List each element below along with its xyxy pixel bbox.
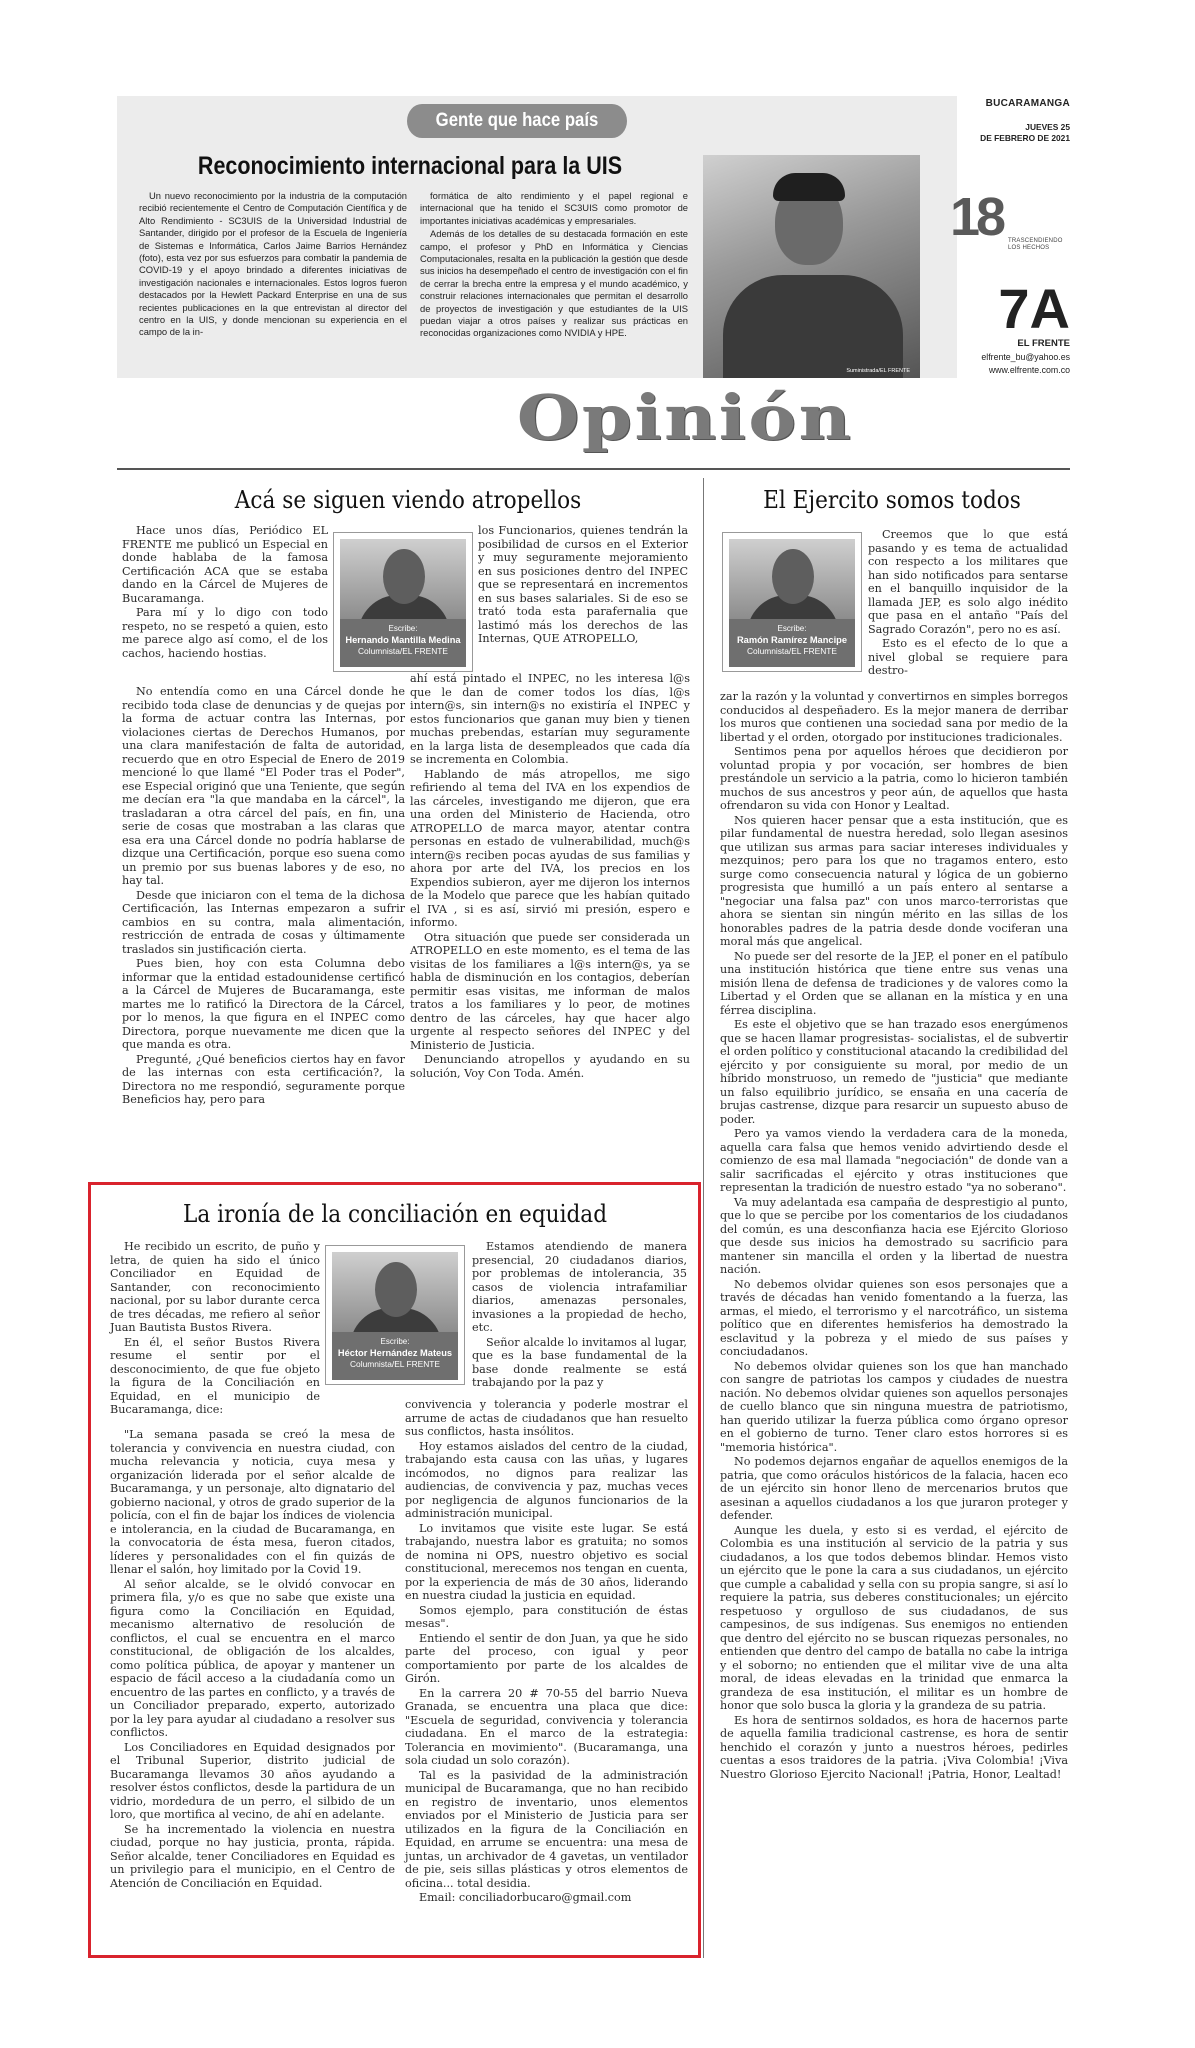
paper-name: EL FRENTE bbox=[1017, 338, 1070, 349]
divider bbox=[117, 468, 1070, 470]
top-story-col1: Un nuevo reconocimiento por la industria de la computación recibió recientemente el Centro de Computación Científica y de Alto Rendimiento - SC3UIS de la Universidad Industrial de Santander, dirigido por el profesor de la Escuela de Ingeniería de Sistemas e Informática, Carlos Jaime Barrios Hernández (foto), esta vez por sus esfuerzos para combatir la pandemia de COVID-19 y el apoyo brindado a diferentes iniciativas de investigación nacionales e internacionales. Estos logros fueron destacados por la Hewlett Packard Enterprise en una de sus recientes publicaciones en la que entrevistan al director del centro en la UIS, y donde mencionan su experiencia en el campo de la in- bbox=[139, 190, 407, 338]
author-photo bbox=[340, 539, 466, 619]
top-story-photo bbox=[703, 155, 920, 378]
article1-col1-top: Hace unos días, Periódico EL FRENTE me publicó un Especial en donde hablaba de la famosa Certificación ACA que se estaba dando en la Cárcel de Mujeres de Bucaramanga. Para mí y lo digo con todo respeto, no se respetó a quien, esto me parece algo así como, el de los cachos, haciendo hostias. bbox=[122, 524, 328, 660]
author-name: Héctor Hernández Mateus bbox=[337, 1348, 453, 1358]
article3-col2: convivencia y tolerancia y poderle mostrar el arrume de actas de ciudadanos que han resuelto sus conflictos, hasta insólitos. Hoy estamos aislados del centro de la ciudad, trabajando esta causa con las uñas, y lugares incómodos, no dignos para realizar las audiencias, de convivencia y paz, muchas veces por negligencia de algunos funcionarios de la administración municipal. Lo invitamos que visite este lugar. Se está trabajando, nuestra labor es gratuita; no somos de nomina ni OPS, nuestro objetivo es social constitucional, merecemos nos tengan en cuenta, por la experiencia de más de 30 años, liderando en nuestra ciudad la justicia en equidad. Somos ejemplo, para constitución de éstas mesas". Entiendo el sentir de don Juan, ya que he sido parte del proceso, con igual y peor comportamiento por parte de los alcaldes de Girón. En la carrera 20 # 70-55 del barrio Nueva Granada, se encuentra una placa que dice: "Escuela de seguridad, convivencia y tolerancia ciudadana. En el marco de la estrategia: Tolerancia en movimiento". (Bucaramanga, una sola ciudad un solo corazón). Tal es la pasividad de la administración municipal de Bucaramanga, que no han recibido en registro de inventario, unos elementos enviados por el Ministerio de Justicia para ser utilizados en la figura de la Conciliación en Equidad, en arrume se encuentra: una mesa de juntas, un archivador de 4 gavetas, un ventilador de pie, seis sillas plásticas y otros elementos de oficina... total desidia. Email: conciliadorbucaro@gmail.com bbox=[405, 1398, 688, 1904]
article3-title: La ironía de la conciliación en equidad bbox=[182, 1200, 608, 1228]
author-photo bbox=[729, 539, 855, 619]
article1-col2-top: los Funcionarios, quienes tendrán la posibilidad de cursos en el Exterior y muy seguramente mejoramiento en sus posiciones dentro del INPEC que se representará en incrementos en sus bases salariales. Si de eso se trató toda esta parafernalia que lastimó más los derechos de las Internas, QUE ATROPELLO, bbox=[478, 524, 688, 645]
top-story-title: Reconocimiento internacional para la UIS bbox=[197, 152, 623, 180]
contact-email: elfrente_bu@yahoo.es bbox=[981, 352, 1070, 362]
article3-col1-top: He recibido un escrito, de puño y letra, de quien ha sido el único Conciliador en Equidad de Santander, con reconocimiento nacional, por su labor durante cerca de tres décadas, me refiero al señor Juan Bautista Bustos Rivera. En él, el señor Bustos Rivera resume el sentir por el desconocimiento, de que fue objeto la figura de la Conciliación en Equidad, en el municipio de Bucaramanga, dice: bbox=[110, 1240, 320, 1416]
page-number: 7A bbox=[998, 277, 1070, 340]
anniversary-logo: 18 TRASCENDIENDO LOS HECHOS bbox=[950, 187, 1063, 251]
author-name: Ramón Ramírez Mancipe bbox=[736, 635, 848, 645]
article2-title: El Ejercito somos todos bbox=[763, 486, 1021, 514]
section-pill: Gente que hace país bbox=[407, 104, 627, 138]
article1-author-box: Escribe: Hernando Mantilla Medina Columnista/EL FRENTE bbox=[333, 532, 473, 672]
article3-col2-top: Estamos atendiendo de manera presencial, 20 ciudadanos diarios, por problemas de intolerancia, 35 casos de violencia intrafamiliar diarios, amenazas personales, invasiones a la propiedad de hecho, etc. Señor alcalde lo invitamos al lugar, que es la base fundamental de la base donde realmente se está trabajando por la paz y bbox=[472, 1240, 687, 1389]
city-label: BUCARAMANGA bbox=[985, 98, 1070, 109]
date-label: JUEVES 25 DE FEBRERO DE 2021 bbox=[980, 122, 1070, 143]
article1-title: Acá se siguen viendo atropellos bbox=[234, 486, 582, 514]
article3-col1: "La semana pasada se creó la mesa de tolerancia y convivencia en nuestra ciudad, con mucha relevancia y noticia, cuya mesa y organización liderada por el señor alcalde de Bucaramanga, y un personaje, alto dignatario del gobierno nacional, y otros de grado superior de la policía, con el fin de bajar los índices de violencia e intolerancia, en la ciudad de Bucaramanga, en la convocatoria de ésta mesa, fueron citados, líderes y personalidades con el fin quizás de llenar el salón, hoy limitado por la Covid 19. Al señor alcalde, se le olvidó convocar en primera fila, y/o es que no sabe que existe una figura como la Conciliación en Equidad, mecanismo alternativo de resolución de conflictos, el cual se encuentra en el marco constitucional, de obligación de los alcaldes, como política pública, de apoyar y mantener un espacio de fácil acceso a la ciudadanía como un encuentro de las partes en conflicto, y a través de un Conciliador preparado, experto, autorizado por la ley para ayudar al ciudadano a resolver sus conflictos. Los Conciliadores en Equidad designados por el Tribunal Superior, distrito judicial de Bucaramanga llevamos 30 años ayudando a resolver éstos conflictos, desde la partidura de un vidrio, mordedura de un perro, el silbido de un loro, que mortifica al vecino, de ahí en adelante. Se ha incrementado la violencia en nuestra ciudad, porque no hay justicia, pronta, rápida. Señor alcalde, tener Conciliadores en Equidad es un privilegio para el municipio, en el Centro de Atención de Conciliación en Equidad. bbox=[110, 1428, 395, 1890]
article1-col1: No entendía como en una Cárcel donde he recibido toda clase de denuncias y de quejas por la forma de actuar contra las Internas, por violaciones ciertas de Derechos Humanos, por una clara manifestación de falta de autoridad, recuerdo que en otro Especial de Enero de 2019 mencioné lo que llamé "El Poder tras el Poder", ese Especial originó que una Teniente, que según me decían era "la que mandaba en la cárcel", la trasladaran a otra cárcel del país, en fin, una serie de cosas que mostraban a las claras que esa era una Cárcel donde no podría hablarse de dizque una Certificación, porque eso suena como un premio por sus buenas labores y de eso, no hay tal. Desde que iniciaron con el tema de la dichosa Certificación, las Internas empezaron a sufrir cambios en su contra, mala alimentación, restricción de entrada de cosas y últimamente traslados sin justificación cierta. Pues bien, hoy con esta Columna debo informar que la entidad estadounidense certificó a la Cárcel de Mujeres de Bucaramanga, este martes me lo ratificó la Directora de la Cárcel, por lo menos, la que figura en el INPEC como Directora, porque nuevamente me dicen que la que manda es otra. Pregunté, ¿Qué beneficios ciertos hay en favor de las internas con esta certificación?, la Directora no me respondió, seguramente porque Beneficios hay, pero para bbox=[122, 685, 405, 1106]
author-photo bbox=[332, 1252, 458, 1332]
top-story-col2: formática de alto rendimiento y el papel regional e internacional que ha tenido el SC3UIS como promotor de importantes iniciativas académicas y empresariales. Además de los detalles de su destacada formación en este campo, el profesor y PhD en Informática y Ciencias Computacionales, resalta en la publicación la gestión que desde sus inicios ha desempeñado el centro de investigación con el fin de cerrar la brecha entre la empresa y el mundo académico, y construir relaciones internacionales que permitan el desarrollo de proyectos de investigación y que estudiantes de la UIS puedan viajar a otros países y realizar sus prácticas en reconocidas organizaciones como NVIDIA y HPE. bbox=[420, 190, 688, 339]
section-title: Opinión bbox=[516, 381, 854, 454]
article1-col2: ahí está pintado el INPEC, no les interesa l@s que le dan de comer todos los días, l@s intern@s, sin intern@s no existiría el INPEC y estos funcionarios que ganan muy bien y tienen muchas prebendas, estarían muy seguramente en la larga lista de desempleados que cada día se incrementa en Colombia. Hablando de más atropellos, me sigo refiriendo al tema del IVA en los expendios de las cárceles, investigando me dijeron, que era una orden del Ministerio de Hacienda, otro ATROPELLO de marca mayor, atentar contra personas en estado de vulnerabilidad, much@s intern@s reciben pocas ayudas de sus familias y ahora por arte del IVA, los precios en los Expendios subieron, ayer me dijeron los internos de la Modelo que parece que les habían quitado el IVA , si es así, sirvió mi presión, espero e informo. Otra situación que puede ser considerada un ATROPELLO en este momento, es el tema de las visitas de los familiares a l@s intern@s, ya se habla de disminución en los contagios, deberían permitir esas visitas, me informan de malos tratos a los familiares y lo peor, de motines dentro de las cárceles, hay que hacer algo urgente al respecto señores del INPEC y del Ministerio de Justicia. Denunciando atropellos y ayudando en su solución, Voy Con Toda. Amén. bbox=[410, 672, 690, 1080]
column-divider bbox=[703, 478, 704, 1958]
author-email: Email: conciliadorbucaro@gmail.com bbox=[419, 1891, 632, 1904]
article2-intro: Creemos que lo que está pasando y es tema de actualidad con respecto a los militares que han sido notificados para sentarse en el banquillo inquisidor de la llamada JEP, es solo algo inédito que pasa en el antaño "País del Sagrado Corazón", pero no es así. Esto es el efecto de lo que a nivel global se requiere para destro- bbox=[868, 528, 1068, 677]
article2-body: zar la razón y la voluntad y convertirnos en simples borregos conducidos al despeñadero. Es la mejor manera de derribar los muros que contienen una sociedad sana por medio de la libertad y el orden, otorgado por instituciones tradicionales. Sentimos pena por aquellos héroes que decidieron por voluntad propia y por vocación, ser hombres de bien prestándole un servicio a la patria, como lo hicieron también muchos de sus ancestros y peor aún, de aquellos que hasta ofrendaron su vida con Honor y Lealtad. Nos quieren hacer pensar que a esta institución, que es pilar fundamental de nuestra heredad, solo llegan asesinos que utilizan sus armas para saciar intereses individuales y mezquinos; pero para los que no tragamos entero, esto surge como consecuencia natural y lógica de un gobierno progresista que humilló a un país entero al sentarse a "negociar una falsa paz" con unos marco-terroristas que ahora se sientan sin ningún mérito en las sillas de los honorables padres de la patria desde donde vociferan una moral más que angelical. No puede ser del resorte de la JEP, el poner en el patíbulo una institución histórica que tiene entre sus venas una misión llena de defensa de tradiciones y de valores como la Libertad y el Orden que se allanan en la mística y en una férrea disciplina. Es este el objetivo que se han trazado esos energúmenos que se hacen llamar progresistas- socialistas, el de subvertir el orden político y constitucional atacando la credibilidad del ejército y por consiguiente su moral, por medio de un híbrido monstruoso, un remedo de "justicia" que mediante un falso equilibrio jurídico, se ensaña en una cacería de brujas castrense, dizque para resarcir un supuesto abuso de poder. Pero ya vamos viendo la verdadera cara de la moneda, aquella cara falsa que hemos venido advirtiendo desde el comienzo de esa mal llamada "negociación" de donde van a salir sacrificadas el ejército y otras instituciones que representan la tradición de nuestro estado "ya no soberano". Va muy adelantada esa campaña de desprestigio al punto, que lo que se percibe por los comentarios de los ciudadanos del común, es una desconfianza hacia ese Ejército Glorioso que desde sus inicios ha demostrado su sacrificio para mantener sin mancilla el orden y la libertad de nuestra nación. No debemos olvidar quienes son esos personajes que a través de décadas han venido fomentando a la fuerza, las armas, el miedo, el terrorismo y el narcotráfico, un sistema político que en diferentes hemisferios ha demostrado la esclavitud y la pobreza y el miedo de sus países y conciudadanos. No debemos olvidar quienes son los que han manchado con sangre de patriotas los campos y ciudades de nuestra nación. No debemos olvidar quienes son aquellos personajes de cuello blanco que sin ninguna muestra de patriotismo, han querido utilizar la fuerza pública como órgano opresor en el gobierno de turno. Tener claro estos horrores si es "memoria histórica". No podemos dejarnos engañar de aquellos enemigos de la patria, que como oráculos históricos de la falacia, hacen eco de un ejército sin honor lleno de mercenarios brutos que asesinan a aquellos ciudadanos a los que juraron proteger y defender. Aunque les duela, y esto si es verdad, el ejército de Colombia es una institución al servicio de la patria y sus ciudadanos, a los que todos debemos blindar. Hemos visto un ejército que le pone la cara a sus ciudadanos, un ejército que cumple a cabalidad y sella con su propia sangre, si así lo requiere la patria, sus deberes constitucionales; un ejército respetuoso y orgulloso de sus ciudadanos, de sus campesinos, de sus indígenas. Sus enemigos no entienden que dentro del ejército no se buscan riquezas personales, no entienden que dentro del campo de batalla no cabe la intriga y el soborno; no entienden que el militar vive de una alta moral, de ideas elevadas en la trinidad que enmarca la grandeza de esa institución, el militar es un hombre de honor que solo busca la gloria y la grandeza de su patria. Es hora de sentirnos soldados, es hora de hacernos parte de aquella familia tradicional castrense, es hora de sentir henchido el corazón y junto a nuestros héroes, pedirles cuentas a esos traidores de la patria. ¡Viva Colombia! ¡Viva Nuestro Glorioso Ejercito Nacional! ¡Patria, Honor, Lealtad! bbox=[720, 690, 1068, 1781]
article2-author-box: Escribe: Ramón Ramírez Mancipe Columnista/EL FRENTE bbox=[722, 532, 862, 672]
author-name: Hernando Mantilla Medina bbox=[345, 635, 461, 645]
photo-credit: Suministrada/EL FRENTE bbox=[846, 368, 910, 374]
article3-author-box: Escribe: Héctor Hernández Mateus Columnista/EL FRENTE bbox=[325, 1245, 465, 1385]
website: www.elfrente.com.co bbox=[988, 365, 1070, 375]
